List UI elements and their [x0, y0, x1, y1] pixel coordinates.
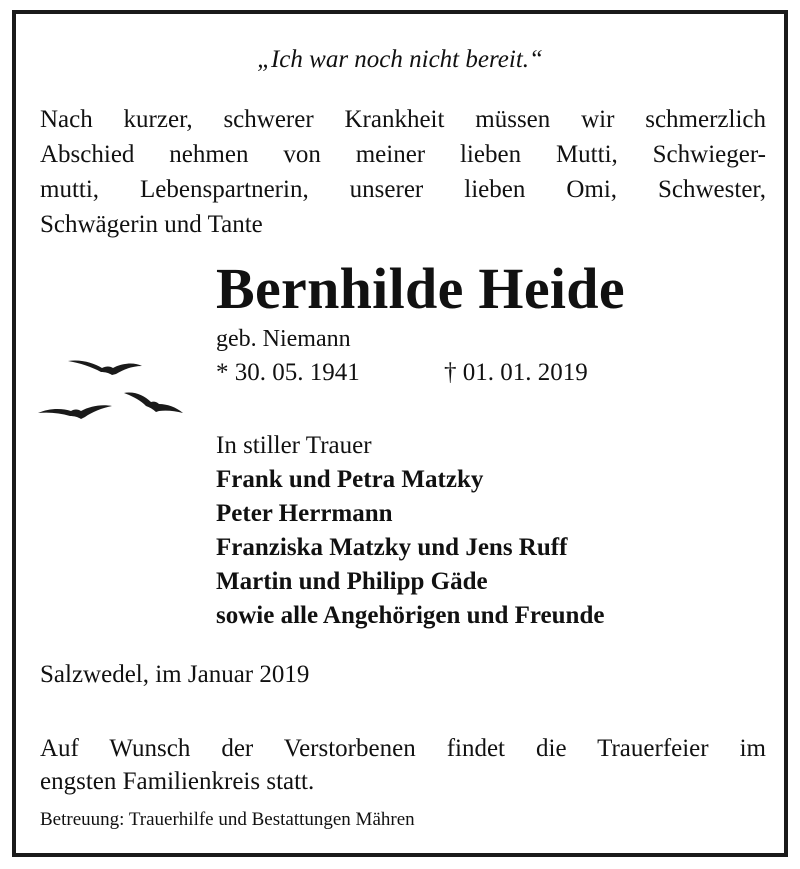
intro-line: Nach kurzer, schwerer Krankheit müssen wir schmerzlich — [40, 106, 766, 133]
bird-icon — [124, 392, 183, 413]
birth-date: * 30. 05. 1941 — [216, 359, 360, 386]
notice-frame — [12, 10, 788, 857]
flying-birds-icon — [36, 346, 216, 436]
wish-line: Auf Wunsch der Verstorbenen findet die Trauerfeier im — [40, 735, 766, 762]
mourner-line: Martin und Philipp Gäde — [216, 568, 488, 595]
death-date: † 01. 01. 2019 — [444, 359, 588, 386]
mourners-block — [216, 429, 604, 633]
mourner-line: Frank und Petra Matzky — [216, 466, 484, 493]
life-dates — [216, 357, 588, 389]
mourner-line: Franziska Matzky und Jens Ruff — [216, 534, 568, 561]
mourning-lead: In stiller Trauer — [216, 432, 372, 459]
mourner-line: Peter Herrmann — [216, 500, 393, 527]
intro-text — [40, 102, 766, 242]
intro-line: mutti, Lebenspartnerin, unserer lieben Omi, Schwester, — [40, 176, 766, 203]
wish-line: engsten Familienkreis statt. — [40, 768, 315, 795]
funeral-wish-text — [40, 732, 766, 798]
mourner-line: sowie alle Angehörigen und Freunde — [216, 602, 605, 629]
intro-line: Abschied nehmen von meiner lieben Mutti, Schwieger- — [40, 141, 766, 168]
bird-icon — [68, 360, 142, 375]
deceased-name: Bernhilde Heide — [216, 256, 625, 321]
bird-icon — [38, 405, 112, 419]
motto-quote: „Ich war noch nicht bereit.“ — [257, 46, 543, 73]
place-date: Salzwedel, im Januar 2019 — [40, 661, 310, 688]
care-note: Betreuung: Trauerhilfe und Bestattungen Mähren — [40, 809, 415, 830]
birth-name: geb. Niemann — [216, 326, 351, 352]
intro-line: Schwägerin und Tante — [40, 211, 263, 238]
